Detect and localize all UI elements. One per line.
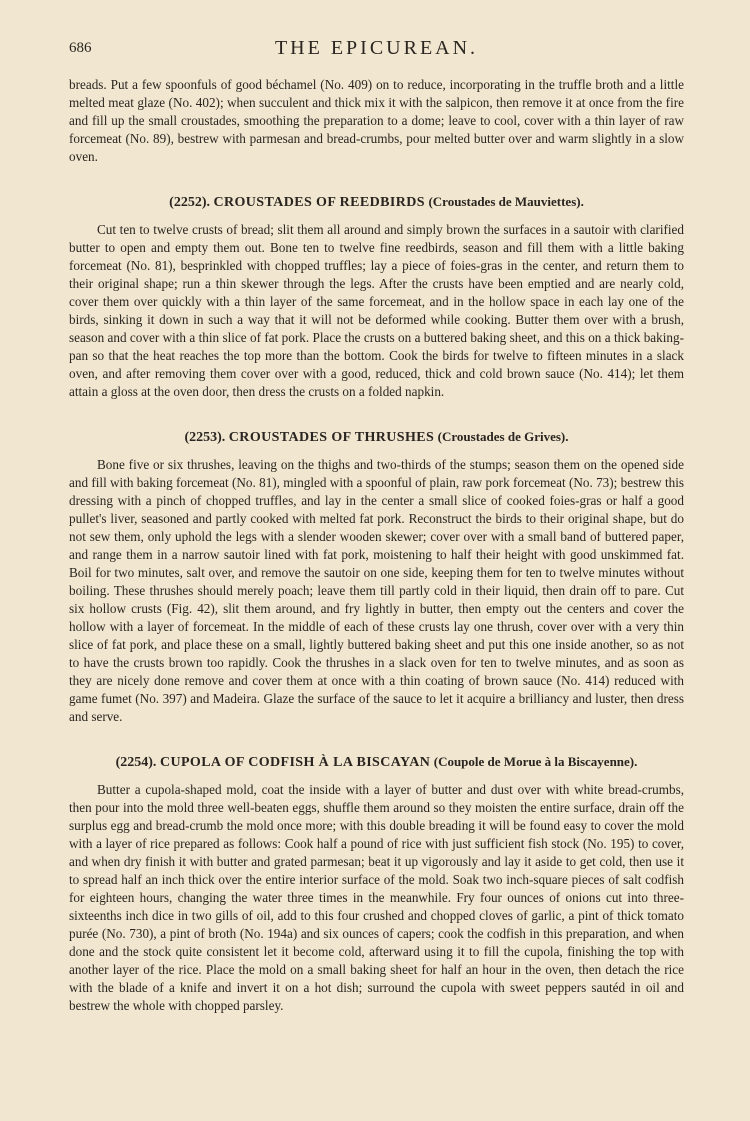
recipe-body-2254: Butter a cupola-shaped mold, coat the inside with a layer of butter and dust over with white bread-crumbs, then pour into the mold three well-beaten eggs, shuffle them around so they moisten the entire surface, drain off the surplus egg and bread-crumb the mold once more; with this double breading it will be found easy to cover the mold with a layer of rice prepared as follows: Cook half a pound of rice with just sufficient fish stock (No. 195) to cover, and when dry finish it with butter and grated parmesan; beat it up vigorously and lay it aside to get cold, then use it to spread half an inch thick over the entire interior surface of the mold. Soak two inch-square pieces of salt codfish for eighteen hours, changing the water three times in the meanwhile. Fry four ounces of onions cut into three-sixteenths inch dice in two gills of oil, add to this four crushed and chopped cloves of garlic, a pint of thick tomato purée (No. 730), a pint of broth (No. 194a) and six ounces of capers; cook the codfish in this preparation, and when done and the stock quite consistent let it become cold, afterward using it to fill the cupola, finishing the top with another layer of the rice. Place the mold on a small baking sheet for half an hour in the oven, then detach the rice with the blade of a knife and invert it on a hot dish; surround the cupola with sweet peppers sautéd in oil and bestrew the whole with chopped parsley. (69, 782, 684, 1013)
recipe-title: CROUSTADES OF REEDBIRDS (213, 195, 425, 210)
recipe-french-title: (Croustades de Mauviettes). (428, 194, 584, 209)
recipe-number: (2252). (169, 195, 210, 210)
recipe-french-title: (Croustades de Grives). (437, 429, 569, 444)
page-number: 686 (69, 40, 92, 56)
recipe-number: (2254). (115, 755, 157, 770)
recipe-heading-2252 (69, 192, 684, 213)
recipe-title: CUPOLA OF CODFISH À LA BISCAYAN (159, 755, 431, 770)
page-header (69, 36, 684, 66)
continued-paragraph: breads. Put a few spoonfuls of good béchamel (No. 409) on to reduce, incorporating in the truffle broth and a little melted meat glaze (No. 402); when succulent and thick mix it with the salpicon, then remove it at once from the fire and fill up the small croustades, smoothing the preparation to a dome; leave to cool, cover with a thin layer of raw forcemeat (No. 89), bestrew with parmesan and bread-crumbs, pour melted butter over and warm slightly in a slow oven. (69, 77, 684, 164)
recipe-title: CROUSTADES OF THRUSHES (228, 430, 435, 445)
running-title: THE EPICUREAN. (274, 37, 479, 59)
recipe-heading-2254 (69, 752, 684, 773)
recipe-heading-2253 (69, 427, 684, 448)
recipe-body-2252: Cut ten to twelve crusts of bread; slit them all around and simply brown the surfaces in a sautoir with clarified butter to open and empty them out. Bone ten to twelve fine reedbirds, season and fill them with a little baking forcemeat (No. 81), besprinkled with chopped truffles; lay a piece of foies-gras in the center, and return them to their original shape; run a thin skewer through the legs. After the crusts have been emptied and are nearly cold, cover them over quickly with a thin layer of the same forcemeat, and in the hollow space in each lay one of the birds, sinking it down in such a way that it will not be deformed while cooking. Butter them over with a brush, season and cover with a thin slice of fat pork. Place the crusts on a buttered baking sheet, and this on a thick baking-pan so that the heat reaches the top more than the bottom. Cook the birds for twelve to fifteen minutes in a slack oven, and after removing them cover over with a good, reduced, thick and cold brown sauce (No. 414); let them attain a gloss at the oven door, then dress the crusts on a folded napkin. (69, 222, 684, 399)
recipe-french-title: (Coupole de Morue à la Biscayenne). (433, 754, 638, 769)
recipe-body-2253: Bone five or six thrushes, leaving on the thighs and two-thirds of the stumps; season them on the opened side and fill with baking forcemeat (No. 81), mingled with a spoonful of plain, raw pork forcemeat (No. 73); bestrew this dressing with a pinch of chopped truffles, and lay in the center a small slice of cooked foies-gras or half a good pullet's liver, seasoned and partly cooked with melted fat pork. Reconstruct the birds to their original shape, but do not sew them, only uphold the legs with a slender wooden skewer; cover over with a small band of buttered paper, and range them in a narrow sautoir lined with fat pork, moistening to half their height with good unskimmed fat. Boil for two minutes, salt over, and remove the sautoir on one side, keeping them for ten to twelve minutes without boiling. These thrushes should merely poach; leave them till partly cold in their liquid, then drain off to pare. Cut six hollow crusts (Fig. 42), slit them around, and fry lightly in butter, then empty out the centers and cover the hollow with a layer of forcemeat. In the middle of each of these crusts lay one thrush, cover over with a very thin slice of fat pork, and place these on a small, lightly buttered baking sheet and put this one inside another, so as not to have the crusts brown too rapidly. Cook the thrushes in a slack oven for ten to twelve minutes, and as soon as they are nicely done remove and cover them at once with a thin coating of brown sauce (No. 414) reduced with game fumet (No. 397) and Madeira. Glaze the surface of the sauce to let it acquire a brilliancy and luster, then dress and serve. (69, 457, 684, 724)
recipe-number: (2253). (184, 430, 226, 445)
